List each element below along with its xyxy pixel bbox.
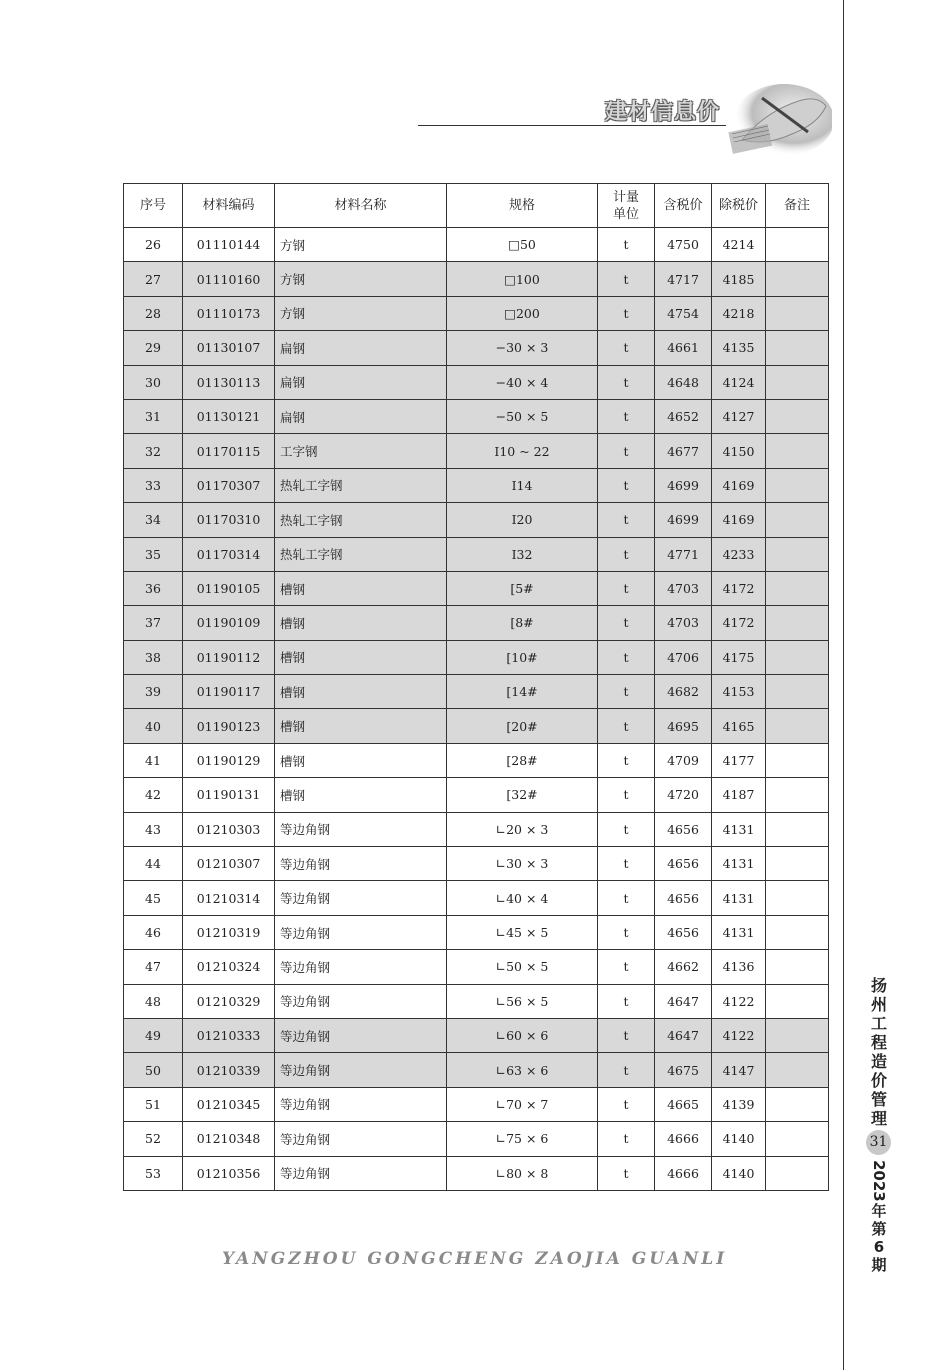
cell-code: 01190123 xyxy=(183,709,275,743)
cell-code: 01190131 xyxy=(183,778,275,812)
cell-unit: t xyxy=(598,503,655,537)
cell-code: 01110160 xyxy=(183,262,275,296)
cell-note xyxy=(766,1053,829,1087)
cell-name: 等边角钢 xyxy=(275,1087,447,1121)
cell-note xyxy=(766,331,829,365)
cell-tax-price: 4665 xyxy=(655,1087,712,1121)
section-title: 建材信息价 xyxy=(605,100,721,125)
cell-code: 01130107 xyxy=(183,331,275,365)
table-row xyxy=(124,468,829,502)
cell-notax-price: 4124 xyxy=(712,365,766,399)
cell-note xyxy=(766,537,829,571)
cell-note xyxy=(766,1087,829,1121)
table-row xyxy=(124,812,829,846)
cell-unit: t xyxy=(598,640,655,674)
table-row xyxy=(124,1156,829,1190)
cell-spec: ∟45 × 5 xyxy=(447,915,598,949)
price-table xyxy=(123,183,829,1191)
cell-unit: t xyxy=(598,675,655,709)
col-header-code: 材料编码 xyxy=(183,184,275,228)
cell-spec: □50 xyxy=(447,228,598,262)
table-row xyxy=(124,847,829,881)
cell-no: 32 xyxy=(124,434,183,468)
cell-notax-price: 4177 xyxy=(712,743,766,777)
cell-unit: t xyxy=(598,606,655,640)
cell-note xyxy=(766,778,829,812)
cell-spec: ∟60 × 6 xyxy=(447,1018,598,1052)
cell-no: 49 xyxy=(124,1018,183,1052)
cell-notax-price: 4172 xyxy=(712,606,766,640)
table-row xyxy=(124,262,829,296)
cell-unit: t xyxy=(598,468,655,502)
cell-unit: t xyxy=(598,1156,655,1190)
cell-no: 35 xyxy=(124,537,183,571)
cell-code: 01210348 xyxy=(183,1122,275,1156)
cell-unit: t xyxy=(598,262,655,296)
table-row xyxy=(124,1018,829,1052)
table-row xyxy=(124,640,829,674)
cell-no: 39 xyxy=(124,675,183,709)
cell-notax-price: 4135 xyxy=(712,331,766,365)
cell-unit: t xyxy=(598,1018,655,1052)
cell-spec: I32 xyxy=(447,537,598,571)
cell-notax-price: 4169 xyxy=(712,468,766,502)
cell-notax-price: 4233 xyxy=(712,537,766,571)
cell-no: 34 xyxy=(124,503,183,537)
cell-note xyxy=(766,881,829,915)
cell-name: 扁钢 xyxy=(275,399,447,433)
table-row xyxy=(124,950,829,984)
cell-name: 等边角钢 xyxy=(275,1053,447,1087)
cell-no: 40 xyxy=(124,709,183,743)
cell-name: 工字钢 xyxy=(275,434,447,468)
hand-writing-photo-icon xyxy=(722,80,832,158)
cell-notax-price: 4172 xyxy=(712,571,766,605)
cell-code: 01190117 xyxy=(183,675,275,709)
cell-note xyxy=(766,606,829,640)
cell-tax-price: 4717 xyxy=(655,262,712,296)
journal-title-text: 扬州工程造价管理 xyxy=(870,976,887,1128)
cell-notax-price: 4122 xyxy=(712,1018,766,1052)
issue-label-vertical xyxy=(866,1160,892,1274)
cell-no: 53 xyxy=(124,1156,183,1190)
col-header-no: 序号 xyxy=(124,184,183,228)
cell-tax-price: 4771 xyxy=(655,537,712,571)
cell-name: 槽钢 xyxy=(275,709,447,743)
cell-no: 29 xyxy=(124,331,183,365)
cell-name: 等边角钢 xyxy=(275,984,447,1018)
cell-code: 01110173 xyxy=(183,296,275,330)
cell-note xyxy=(766,571,829,605)
table-row xyxy=(124,915,829,949)
cell-tax-price: 4754 xyxy=(655,296,712,330)
issue-suffix: 期 xyxy=(871,1255,887,1274)
table-row xyxy=(124,537,829,571)
cell-code: 01210339 xyxy=(183,1053,275,1087)
cell-tax-price: 4703 xyxy=(655,571,712,605)
cell-code: 01210314 xyxy=(183,881,275,915)
cell-unit: t xyxy=(598,984,655,1018)
cell-tax-price: 4656 xyxy=(655,847,712,881)
table-row xyxy=(124,1087,829,1121)
cell-spec: ∟30 × 3 xyxy=(447,847,598,881)
cell-name: 槽钢 xyxy=(275,778,447,812)
cell-unit: t xyxy=(598,1053,655,1087)
cell-name: 等边角钢 xyxy=(275,1018,447,1052)
header-rule xyxy=(418,125,726,126)
cell-no: 50 xyxy=(124,1053,183,1087)
cell-unit: t xyxy=(598,537,655,571)
cell-unit: t xyxy=(598,571,655,605)
cell-code: 01210307 xyxy=(183,847,275,881)
cell-tax-price: 4647 xyxy=(655,984,712,1018)
cell-note xyxy=(766,228,829,262)
cell-tax-price: 4656 xyxy=(655,881,712,915)
cell-unit: t xyxy=(598,1122,655,1156)
cell-no: 26 xyxy=(124,228,183,262)
cell-unit: t xyxy=(598,915,655,949)
cell-notax-price: 4165 xyxy=(712,709,766,743)
cell-name: 槽钢 xyxy=(275,743,447,777)
side-divider-rule xyxy=(843,0,844,1370)
cell-tax-price: 4706 xyxy=(655,640,712,674)
cell-name: 热轧工字钢 xyxy=(275,503,447,537)
cell-code: 01130121 xyxy=(183,399,275,433)
cell-name: 热轧工字钢 xyxy=(275,468,447,502)
col-header-spec: 规格 xyxy=(447,184,598,228)
cell-no: 38 xyxy=(124,640,183,674)
cell-tax-price: 4656 xyxy=(655,812,712,846)
cell-code: 01170314 xyxy=(183,537,275,571)
cell-notax-price: 4147 xyxy=(712,1053,766,1087)
table-row xyxy=(124,296,829,330)
col-header-unit xyxy=(598,184,655,228)
cell-name: 方钢 xyxy=(275,228,447,262)
cell-code: 01210303 xyxy=(183,812,275,846)
table-row xyxy=(124,228,829,262)
cell-spec: −50 × 5 xyxy=(447,399,598,433)
cell-note xyxy=(766,812,829,846)
table-row xyxy=(124,571,829,605)
cell-no: 52 xyxy=(124,1122,183,1156)
cell-spec: ∟56 × 5 xyxy=(447,984,598,1018)
cell-no: 30 xyxy=(124,365,183,399)
cell-unit: t xyxy=(598,847,655,881)
cell-name: 方钢 xyxy=(275,296,447,330)
cell-name: 等边角钢 xyxy=(275,1156,447,1190)
table-row xyxy=(124,675,829,709)
cell-no: 45 xyxy=(124,881,183,915)
cell-note xyxy=(766,709,829,743)
table-row xyxy=(124,778,829,812)
cell-spec: [20# xyxy=(447,709,598,743)
cell-code: 01210329 xyxy=(183,984,275,1018)
issue-year: 2023 xyxy=(870,1160,888,1202)
cell-code: 01210324 xyxy=(183,950,275,984)
table-row xyxy=(124,984,829,1018)
cell-notax-price: 4140 xyxy=(712,1156,766,1190)
cell-code: 01190112 xyxy=(183,640,275,674)
cell-spec: ∟75 × 6 xyxy=(447,1122,598,1156)
table-row xyxy=(124,606,829,640)
cell-note xyxy=(766,950,829,984)
cell-code: 01130113 xyxy=(183,365,275,399)
journal-title-vertical xyxy=(866,976,892,1128)
cell-notax-price: 4122 xyxy=(712,984,766,1018)
col-header-name: 材料名称 xyxy=(275,184,447,228)
cell-no: 42 xyxy=(124,778,183,812)
cell-no: 48 xyxy=(124,984,183,1018)
cell-name: 槽钢 xyxy=(275,606,447,640)
cell-notax-price: 4214 xyxy=(712,228,766,262)
cell-tax-price: 4677 xyxy=(655,434,712,468)
cell-spec: I20 xyxy=(447,503,598,537)
cell-notax-price: 4150 xyxy=(712,434,766,468)
cell-notax-price: 4139 xyxy=(712,1087,766,1121)
cell-unit: t xyxy=(598,950,655,984)
table-row xyxy=(124,881,829,915)
cell-note xyxy=(766,1122,829,1156)
cell-note xyxy=(766,468,829,502)
cell-notax-price: 4131 xyxy=(712,847,766,881)
cell-tax-price: 4666 xyxy=(655,1122,712,1156)
cell-notax-price: 4131 xyxy=(712,812,766,846)
cell-name: 等边角钢 xyxy=(275,881,447,915)
table-row xyxy=(124,1053,829,1087)
cell-unit: t xyxy=(598,881,655,915)
cell-spec: ∟63 × 6 xyxy=(447,1053,598,1087)
table-row xyxy=(124,434,829,468)
cell-name: 槽钢 xyxy=(275,571,447,605)
cell-spec: ∟20 × 3 xyxy=(447,812,598,846)
cell-notax-price: 4185 xyxy=(712,262,766,296)
cell-name: 槽钢 xyxy=(275,675,447,709)
issue-text-nian: 年 xyxy=(871,1201,887,1220)
cell-tax-price: 4695 xyxy=(655,709,712,743)
cell-spec: [8# xyxy=(447,606,598,640)
table-header-row xyxy=(124,184,829,228)
cell-unit: t xyxy=(598,296,655,330)
cell-code: 01210345 xyxy=(183,1087,275,1121)
table-body xyxy=(124,228,829,1191)
cell-name: 热轧工字钢 xyxy=(275,537,447,571)
cell-spec: [5# xyxy=(447,571,598,605)
cell-spec: □200 xyxy=(447,296,598,330)
cell-code: 01190109 xyxy=(183,606,275,640)
footer-journal-name: YANGZHOU GONGCHENG ZAOJIA GUANLI xyxy=(222,1249,728,1269)
cell-notax-price: 4218 xyxy=(712,296,766,330)
col-header-tax-price: 含税价 xyxy=(655,184,712,228)
cell-tax-price: 4699 xyxy=(655,468,712,502)
cell-spec: ∟80 × 8 xyxy=(447,1156,598,1190)
cell-notax-price: 4175 xyxy=(712,640,766,674)
cell-name: 等边角钢 xyxy=(275,812,447,846)
cell-code: 01210319 xyxy=(183,915,275,949)
issue-number: 6 xyxy=(873,1237,885,1256)
col-header-unit-label: 计量单位 xyxy=(612,189,639,222)
cell-note xyxy=(766,675,829,709)
cell-spec: I10 ~ 22 xyxy=(447,434,598,468)
cell-code: 01170115 xyxy=(183,434,275,468)
cell-name: 等边角钢 xyxy=(275,1122,447,1156)
cell-no: 46 xyxy=(124,915,183,949)
cell-notax-price: 4169 xyxy=(712,503,766,537)
issue-text-di: 第 xyxy=(871,1219,887,1238)
cell-note xyxy=(766,1156,829,1190)
cell-spec: −40 × 4 xyxy=(447,365,598,399)
cell-no: 27 xyxy=(124,262,183,296)
cell-no: 44 xyxy=(124,847,183,881)
cell-name: 方钢 xyxy=(275,262,447,296)
cell-spec: I14 xyxy=(447,468,598,502)
cell-no: 37 xyxy=(124,606,183,640)
cell-unit: t xyxy=(598,709,655,743)
cell-tax-price: 4709 xyxy=(655,743,712,777)
cell-name: 扁钢 xyxy=(275,365,447,399)
table-row xyxy=(124,709,829,743)
cell-tax-price: 4720 xyxy=(655,778,712,812)
cell-tax-price: 4662 xyxy=(655,950,712,984)
cell-notax-price: 4140 xyxy=(712,1122,766,1156)
cell-unit: t xyxy=(598,434,655,468)
cell-unit: t xyxy=(598,399,655,433)
cell-spec: −30 × 3 xyxy=(447,331,598,365)
cell-note xyxy=(766,915,829,949)
cell-unit: t xyxy=(598,743,655,777)
cell-note xyxy=(766,365,829,399)
cell-note xyxy=(766,399,829,433)
cell-tax-price: 4682 xyxy=(655,675,712,709)
cell-no: 36 xyxy=(124,571,183,605)
cell-spec: [14# xyxy=(447,675,598,709)
cell-no: 33 xyxy=(124,468,183,502)
cell-note xyxy=(766,1018,829,1052)
cell-spec: [10# xyxy=(447,640,598,674)
table-row xyxy=(124,331,829,365)
table-row xyxy=(124,1122,829,1156)
col-header-note: 备注 xyxy=(766,184,829,228)
cell-spec: □100 xyxy=(447,262,598,296)
cell-code: 01190105 xyxy=(183,571,275,605)
cell-unit: t xyxy=(598,778,655,812)
table-row xyxy=(124,503,829,537)
table-row xyxy=(124,399,829,433)
cell-note xyxy=(766,434,829,468)
cell-tax-price: 4699 xyxy=(655,503,712,537)
cell-tax-price: 4666 xyxy=(655,1156,712,1190)
cell-tax-price: 4652 xyxy=(655,399,712,433)
cell-code: 01110144 xyxy=(183,228,275,262)
cell-tax-price: 4675 xyxy=(655,1053,712,1087)
cell-unit: t xyxy=(598,1087,655,1121)
cell-name: 扁钢 xyxy=(275,331,447,365)
cell-spec: [28# xyxy=(447,743,598,777)
cell-tax-price: 4656 xyxy=(655,915,712,949)
cell-name: 等边角钢 xyxy=(275,915,447,949)
cell-unit: t xyxy=(598,812,655,846)
cell-spec: ∟50 × 5 xyxy=(447,950,598,984)
cell-code: 01170307 xyxy=(183,468,275,502)
cell-tax-price: 4750 xyxy=(655,228,712,262)
cell-no: 47 xyxy=(124,950,183,984)
cell-code: 01190129 xyxy=(183,743,275,777)
cell-unit: t xyxy=(598,365,655,399)
page-number-badge: 31 xyxy=(866,1130,891,1155)
col-header-notax-price: 除税价 xyxy=(712,184,766,228)
cell-note xyxy=(766,503,829,537)
cell-name: 等边角钢 xyxy=(275,847,447,881)
cell-code: 01210333 xyxy=(183,1018,275,1052)
cell-name: 槽钢 xyxy=(275,640,447,674)
cell-code: 01210356 xyxy=(183,1156,275,1190)
cell-tax-price: 4703 xyxy=(655,606,712,640)
cell-no: 31 xyxy=(124,399,183,433)
cell-spec: [32# xyxy=(447,778,598,812)
cell-tax-price: 4648 xyxy=(655,365,712,399)
cell-no: 43 xyxy=(124,812,183,846)
cell-notax-price: 4136 xyxy=(712,950,766,984)
cell-no: 28 xyxy=(124,296,183,330)
cell-spec: ∟40 × 4 xyxy=(447,881,598,915)
cell-notax-price: 4131 xyxy=(712,915,766,949)
cell-tax-price: 4647 xyxy=(655,1018,712,1052)
table-row xyxy=(124,365,829,399)
cell-notax-price: 4153 xyxy=(712,675,766,709)
cell-unit: t xyxy=(598,331,655,365)
cell-code: 01170310 xyxy=(183,503,275,537)
cell-note xyxy=(766,847,829,881)
cell-notax-price: 4187 xyxy=(712,778,766,812)
cell-note xyxy=(766,296,829,330)
cell-note xyxy=(766,640,829,674)
cell-note xyxy=(766,984,829,1018)
cell-name: 等边角钢 xyxy=(275,950,447,984)
cell-no: 51 xyxy=(124,1087,183,1121)
cell-note xyxy=(766,743,829,777)
cell-note xyxy=(766,262,829,296)
cell-unit: t xyxy=(598,228,655,262)
table-row xyxy=(124,743,829,777)
cell-tax-price: 4661 xyxy=(655,331,712,365)
cell-notax-price: 4131 xyxy=(712,881,766,915)
cell-spec: ∟70 × 7 xyxy=(447,1087,598,1121)
cell-notax-price: 4127 xyxy=(712,399,766,433)
cell-no: 41 xyxy=(124,743,183,777)
